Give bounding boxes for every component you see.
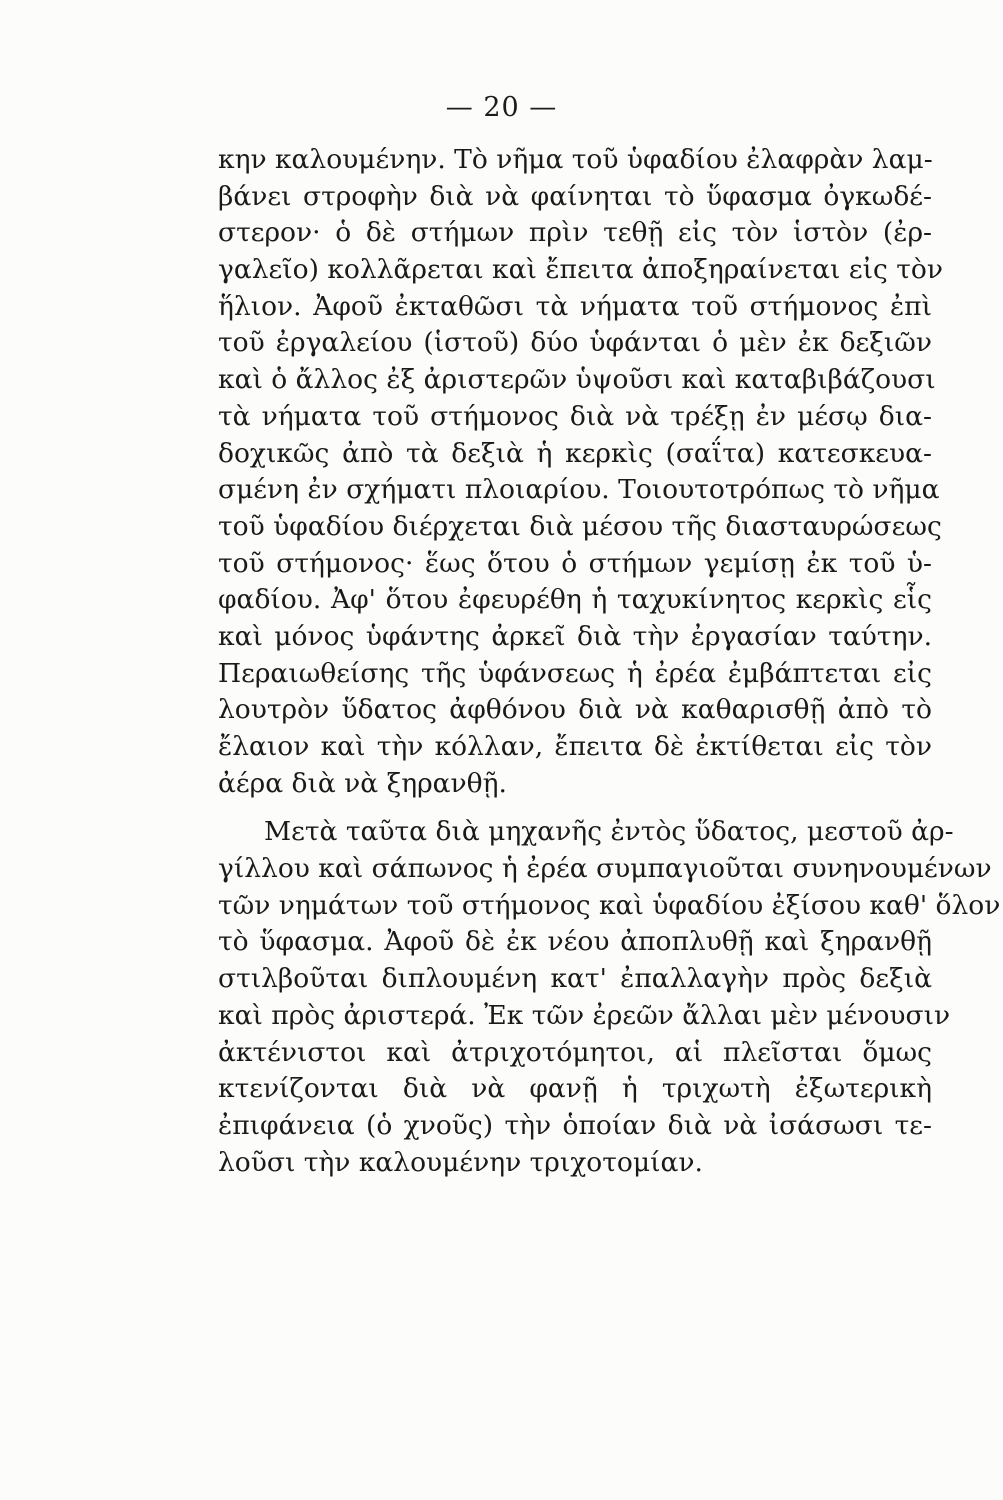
text-line: τοῦ ἐργαλείου (ἱστοῦ) δύο ὑφάνται ὁ μὲν ἐκ δεξιῶν — [218, 327, 932, 359]
text-line: γίλλου καὶ σάπωνος ἡ ἐρέα συμπαγιοῦται συνηνουμένων — [218, 853, 992, 885]
text-line: τοῦ ὑφαδίου διέρχεται διὰ μέσου τῆς διασταυρώσεως — [218, 510, 942, 542]
text-line: ἥλιον. Ἀφοῦ ἐκταθῶσι τὰ νήματα τοῦ στήμονος ἐπὶ — [218, 290, 932, 322]
text-line: καὶ ὁ ἄλλος ἐξ ἀριστερῶν ὑψοῦσι καὶ καταβιβάζουσι — [218, 364, 936, 396]
text-line: τῶν νημάτων τοῦ στήμονος καὶ ὑφαδίου ἐξίσου καθ' ὅλον — [218, 889, 1001, 921]
text-line: λοῦσι τὴν καλουμένην τριχοτομίαν. — [218, 1146, 703, 1178]
text-line: τοῦ στήμονος· ἕως ὅτου ὁ στήμων γεμίσῃ ἐκ τοῦ ὑ- — [218, 547, 932, 579]
page-number: — 20 — — [445, 92, 558, 123]
body-text — [218, 142, 1001, 1181]
text-line: καὶ πρὸς ἀριστερά. Ἐκ τῶν ἐρεῶν ἄλλαι μὲν μένουσιν — [218, 999, 951, 1031]
text-line: τὸ ὕφασμα. Ἀφοῦ δὲ ἐκ νέου ἀποπλυθῇ καὶ ξηρανθῇ — [218, 926, 932, 958]
text-line: ἐπιφάνεια (ὁ χνοῦς) τὴν ὁποίαν διὰ νὰ ἰσάσωσι τε- — [218, 1109, 932, 1141]
text-line: στιλβοῦται διπλουμένη κατ' ἐπαλλαγὴν πρὸς δεξιὰ — [218, 963, 932, 995]
paragraph-2 — [218, 814, 1001, 1181]
text-line: ἔλαιον καὶ τὴν κόλλαν, ἔπειτα δὲ ἐκτίθεται εἰς τὸν — [218, 731, 932, 762]
text-line: βάνει στροφὴν διὰ νὰ φαίνηται τὸ ὕφασμα ὀγκωδέ- — [218, 180, 932, 212]
text-line: καὶ μόνος ὑφάντης ἀρκεῖ διὰ τὴν ἐργασίαν ταύτην. — [218, 620, 932, 652]
text-line: Περαιωθείσης τῆς ὑφάνσεως ἡ ἐρέα ἐμβάπτεται εἰς — [218, 657, 932, 689]
paragraph-gap — [218, 802, 932, 814]
text-line: τὰ νήματα τοῦ στήμονος διὰ νὰ τρέξῃ ἐν μέσῳ δια- — [218, 400, 932, 432]
text-line: σμένη ἐν σχήματι πλοιαρίου. Τοιουτοτρόπως τὸ νῆμα — [218, 474, 940, 506]
text-line: ἀέρα διὰ νὰ ξηρανθῇ. — [218, 767, 507, 799]
text-line: Μετὰ ταῦτα διὰ μηχανῆς ἐντὸς ὕδατος, μεστοῦ ἀρ- — [264, 816, 954, 848]
text-line: δοχικῶς ἀπὸ τὰ δεξιὰ ἡ κερκὶς (σαΐτα) κατεσκευα- — [218, 437, 932, 469]
text-line: κτενίζονται διὰ νὰ φανῇ ἡ τριχωτὴ ἐξωτερικὴ — [218, 1073, 932, 1105]
paragraph-1 — [218, 142, 943, 802]
text-line: φαδίου. Ἀφ' ὅτου ἐφευρέθη ἡ ταχυκίνητος κερκὶς εἷς — [218, 584, 932, 616]
text-line: στερον· ὁ δὲ στήμων πρὶν τεθῇ εἰς τὸν ἱστὸν (ἐρ- — [218, 217, 932, 249]
text-line: ἀκτένιστοι καὶ ἀτριχοτόμητοι, αἱ πλεῖσται ὅμως — [218, 1036, 932, 1068]
text-line: γαλεῖο) κολλᾶρεται καὶ ἔπειτα ἀποξηραίνεται εἰς τὸν — [218, 254, 943, 286]
text-line: λουτρὸν ὕδατος ἀφθόνου διὰ νὰ καθαρισθῇ ἀπὸ τὸ — [218, 694, 932, 726]
text-line: κην καλουμένην. Τὸ νῆμα τοῦ ὑφαδίου ἐλαφρὰν λαμ- — [218, 144, 933, 175]
